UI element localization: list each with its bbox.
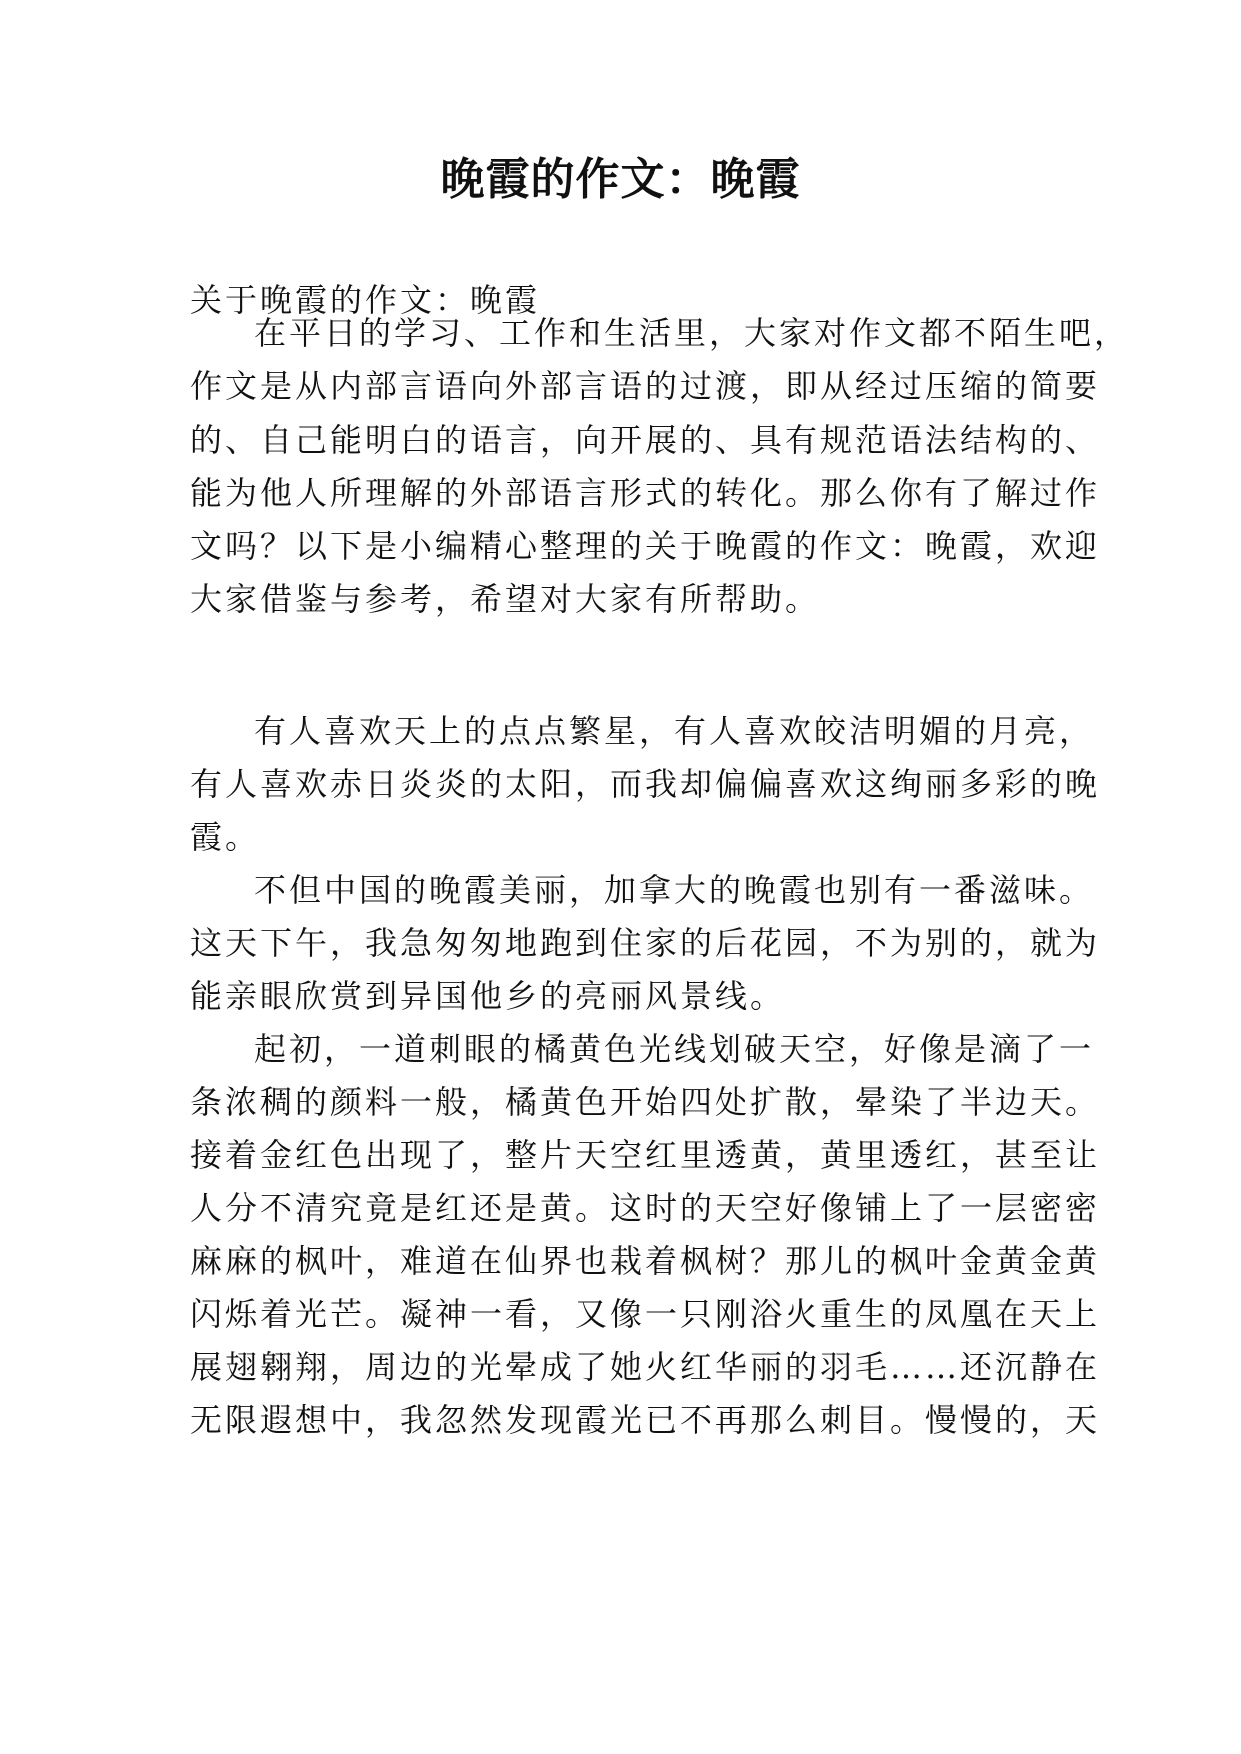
intro-line: 能为他人所理解的外部语言形式的转化。那么你有了解过作 — [190, 474, 1101, 512]
intro-line: 作文是从内部言语向外部言语的过渡，即从经过压缩的简要 — [190, 367, 1101, 405]
body-line: 起初，一道刺眼的橘黄色光线划破天空，好像是滴了一 — [254, 1030, 1095, 1068]
body-line: 展翅翱翔，周边的光晕成了她火红华丽的羽毛……还沉静在 — [190, 1348, 1101, 1386]
body-line: 条浓稠的颜料一般，橘黄色开始四处扩散，晕染了半边天。 — [190, 1083, 1101, 1121]
body-line: 能亲眼欣赏到异国他乡的亮丽风景线。 — [190, 977, 786, 1015]
body-line: 霞。 — [190, 818, 261, 856]
body-line: 这天下午，我急匆匆地跑到住家的后花园，不为别的，就为 — [190, 924, 1101, 962]
document-subtitle: 关于晚霞的作文：晚霞 — [190, 281, 541, 319]
body-line: 麻麻的枫叶，难道在仙界也栽着枫树？那儿的枫叶金黄金黄 — [190, 1242, 1101, 1280]
body-line: 接着金红色出现了，整片天空红里透黄，黄里透红，甚至让 — [190, 1136, 1101, 1174]
document-title: 晚霞的作文：晚霞 — [440, 154, 801, 205]
body-line: 闪烁着光芒。凝神一看，又像一只刚浴火重生的凤凰在天上 — [190, 1295, 1101, 1333]
intro-line: 文吗？以下是小编精心整理的关于晚霞的作文：晚霞，欢迎 — [190, 527, 1101, 565]
intro-line: 在平日的学习、工作和生活里，大家对作文都不陌生吧， — [254, 314, 1130, 352]
intro-line: 的、自己能明白的语言，向开展的、具有规范语法结构的、 — [190, 421, 1101, 459]
intro-line: 大家借鉴与参考，希望对大家有所帮助。 — [190, 580, 821, 618]
body-line: 无限遐想中，我忽然发现霞光已不再那么刺目。慢慢的，天 — [190, 1401, 1101, 1439]
body-line: 有人喜欢天上的点点繁星，有人喜欢皎洁明媚的月亮， — [254, 712, 1095, 750]
body-line: 不但中国的晚霞美丽，加拿大的晚霞也别有一番滋味。 — [254, 871, 1095, 909]
body-line: 人分不清究竟是红还是黄。这时的天空好像铺上了一层密密 — [190, 1189, 1101, 1227]
body-line: 有人喜欢赤日炎炎的太阳，而我却偏偏喜欢这绚丽多彩的晚 — [190, 765, 1101, 803]
